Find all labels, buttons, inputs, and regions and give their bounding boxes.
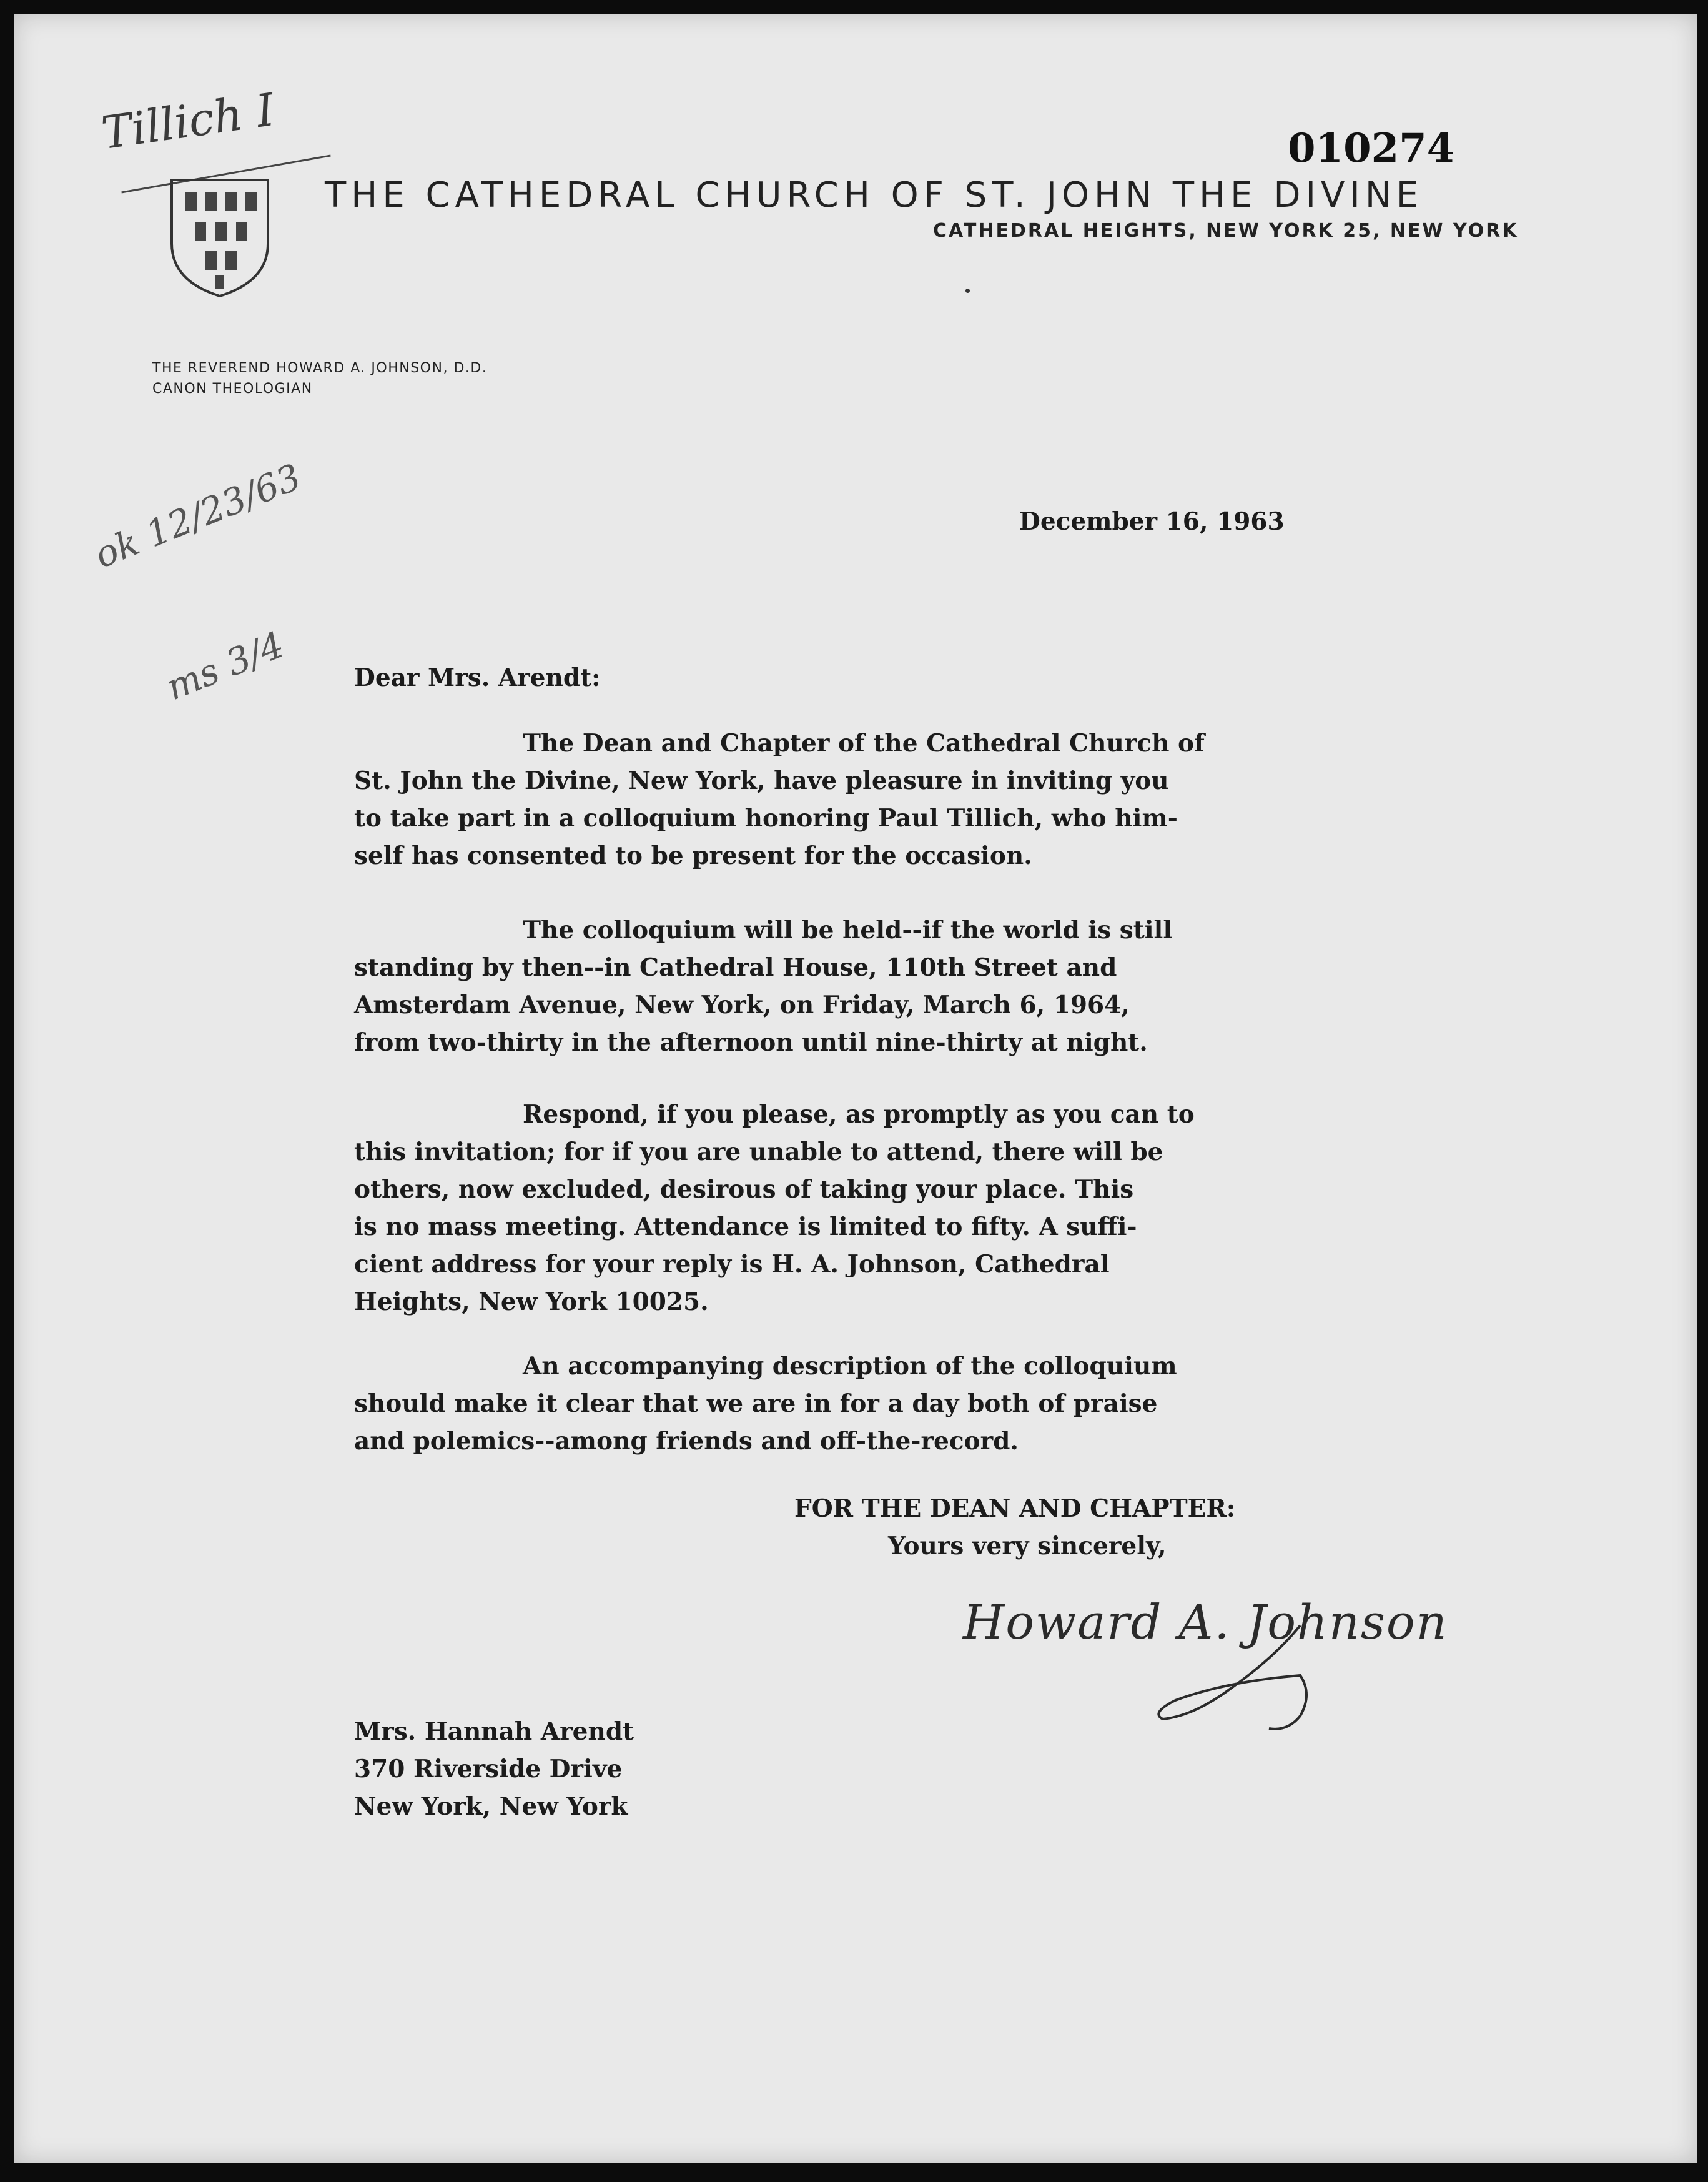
handwritten-note-ok: ok 12/23/63 <box>88 455 307 577</box>
handwritten-note-top: Tillich I <box>98 83 278 159</box>
letterhead-address: CATHEDRAL HEIGHTS, NEW YORK 25, NEW YORK <box>933 220 1519 242</box>
signature: Howard A. Johnson <box>950 1582 1513 1744</box>
cathedral-crest-icon <box>167 175 273 300</box>
paragraph-3: Respond, if you please, as promptly as you can to this invitation; for if you are unable to attend, there will be others, now excluded, desirous of taking your place. This is no mass meeting. Attendance is limited to fifty. A suffi- cient address for your reply is H. A. Johnson, Cathedral Heights, New York 10025. <box>354 1100 1195 1316</box>
letter-sheet <box>14 14 1697 2163</box>
recipient-address: Mrs. Hannah Arendt 370 Riverside Drive New York, New York <box>354 1717 634 1821</box>
document-number: 010274 <box>1288 125 1455 172</box>
handwritten-note-ms: ms 3/4 <box>160 623 290 709</box>
closing-line-2: Yours very sincerely, <box>888 1532 1167 1560</box>
salutation: Dear Mrs. Arendt: <box>354 663 601 692</box>
paragraph-2: The colloquium will be held--if the world is still standing by then--in Cathedral House, 110th Street and Amsterdam Avenue, New York, on Friday, March 6, 1964, from two-thirty in the afternoon until nine-thirty at night. <box>354 916 1173 1057</box>
paragraph-1: The Dean and Chapter of the Cathedral Church of St. John the Divine, New York, have pleasure in inviting you to take part in a colloquium honoring Paul Tillich, who him- self has consented to be present for the occasion. <box>354 729 1205 870</box>
letterhead-title: THE CATHEDRAL CHURCH OF ST. JOHN THE DIVINE <box>325 175 1424 216</box>
letter-date: December 16, 1963 <box>1019 507 1285 536</box>
signature-flourish <box>950 1582 1513 1744</box>
closing-line-1: FOR THE DEAN AND CHAPTER: <box>794 1494 1236 1523</box>
sender-name: THE REVEREND HOWARD A. JOHNSON, D.D. <box>152 360 488 376</box>
paragraph-4: An accompanying description of the colloquium should make it clear that we are in for a day both of praise and polemics--among friends and off-the-record. <box>354 1352 1177 1455</box>
stray-dot <box>965 289 970 293</box>
sender-title: CANON THEOLOGIAN <box>152 381 313 397</box>
